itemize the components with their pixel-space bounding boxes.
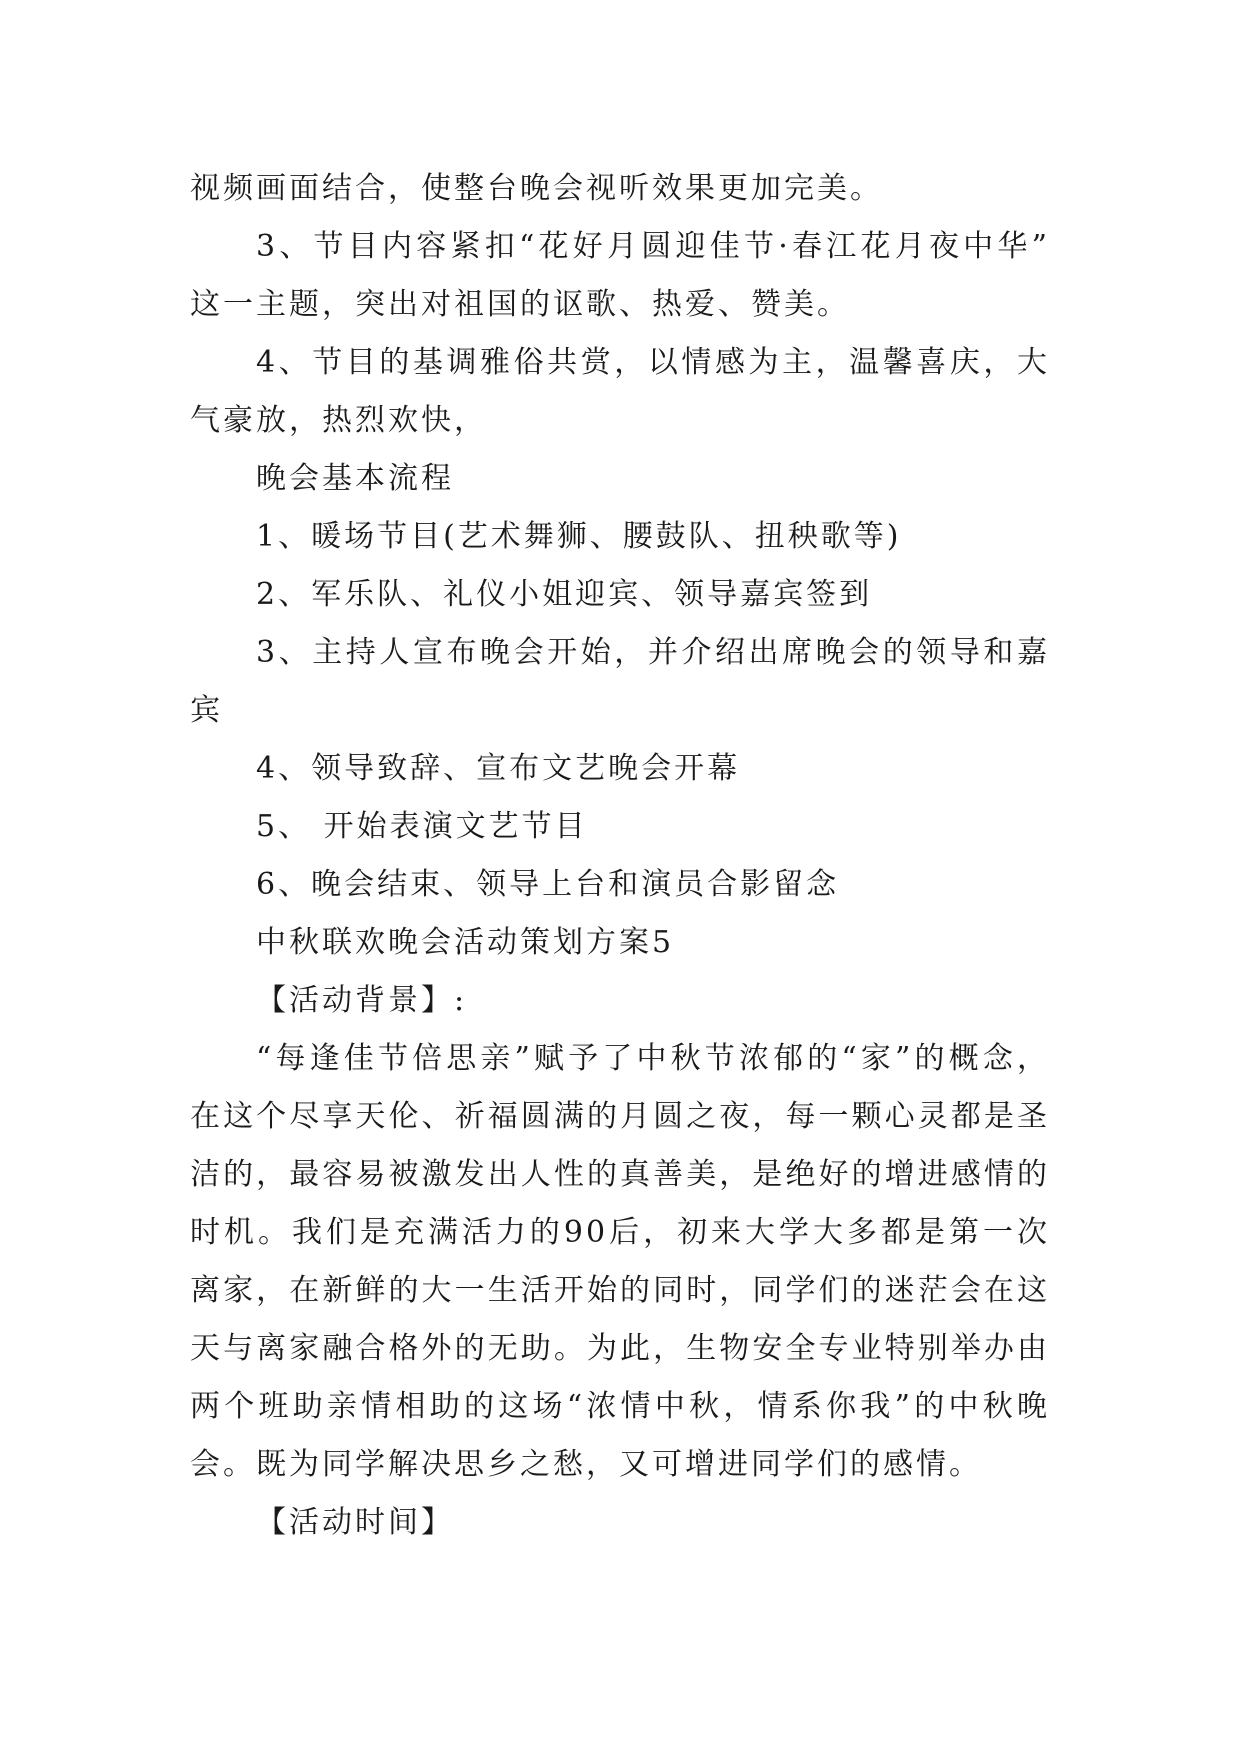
text-line: 这一主题，突出对祖国的讴歌、热爱、赞美。: [190, 287, 850, 322]
text-line: 3、节目内容紧扣“花好月圆迎佳节·春江花月夜中华”: [256, 229, 1050, 264]
list-item: 4、领导致辞、宣布文艺晚会开幕: [256, 751, 741, 786]
text-line: 离家，在新鲜的大一生活开始的同时，同学们的迷茫会在这: [190, 1273, 1050, 1308]
text-line: 两个班助亲情相助的这场“浓情中秋，情系你我”的中秋晚: [190, 1389, 1050, 1424]
section-heading: 晚会基本流程: [256, 461, 454, 496]
text-line: 4、节目的基调雅俗共赏，以情感为主，温馨喜庆，大: [256, 345, 1050, 380]
text-line: 天与离家融合格外的无助。为此，生物安全专业特别举办由: [190, 1331, 1050, 1366]
document-body: [190, 160, 1050, 1552]
text-line: 会。既为同学解决思乡之愁，又可增进同学们的感情。: [190, 1447, 982, 1482]
list-item: 3、主持人宣布晚会开始，并介绍出席晚会的领导和嘉: [256, 635, 1050, 670]
text-line: 时机。我们是充满活力的90后，初来大学大多都是第一次: [190, 1215, 1050, 1250]
list-item: 6、晚会结束、领导上台和演员合影留念: [256, 867, 840, 902]
text-line: 气豪放，热烈欢快，: [190, 403, 487, 438]
section-heading: 【活动背景】:: [256, 983, 468, 1018]
text-line: “每逢佳节倍思亲”赋予了中秋节浓郁的“家”的概念，: [256, 1041, 1050, 1076]
section-heading: 【活动时间】: [256, 1505, 454, 1540]
text-line: 宾: [190, 693, 223, 728]
text-line: 视频画面结合，使整台晚会视听效果更加完美。: [190, 171, 883, 206]
list-item: 1、暖场节目(艺术舞狮、腰鼓队、扭秧歌等): [256, 519, 902, 554]
text-line: 洁的，最容易被激发出人性的真善美，是绝好的增进感情的: [190, 1157, 1050, 1192]
text-line: 在这个尽享天伦、祈福圆满的月圆之夜，每一颗心灵都是圣: [190, 1099, 1050, 1134]
section-title: 中秋联欢晚会活动策划方案5: [256, 925, 675, 960]
list-item: 2、军乐队、礼仪小姐迎宾、领导嘉宾签到: [256, 577, 873, 612]
list-item: 5、 开始表演文艺节目: [256, 809, 588, 844]
